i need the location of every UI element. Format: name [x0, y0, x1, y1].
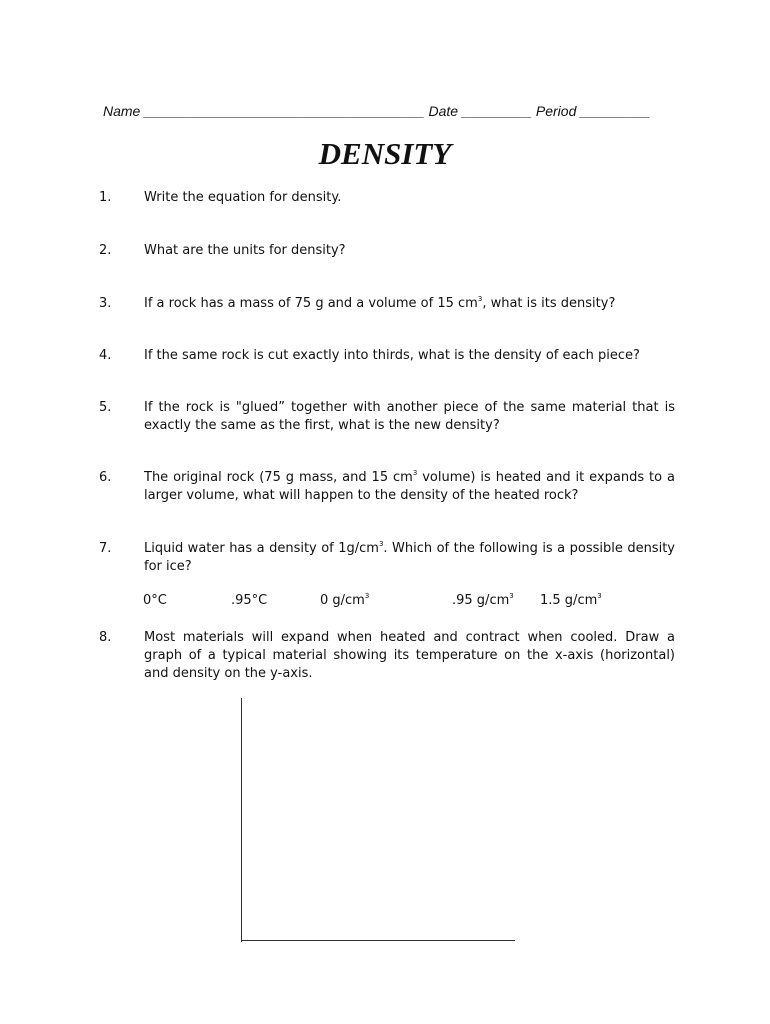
question-text: Most materials will expand when heated and contract when cooled. Draw a graph of a typical material showing its temperature on the x-axis (horizontal) and density on the y-axis.	[144, 630, 675, 681]
question-text: If a rock has a mass of 75 g and a volume of 15 $cm^3$, what is its density?	[144, 295, 616, 311]
answer-option[interactable]: .95°C	[231, 593, 268, 608]
question-number: 7.	[99, 541, 112, 556]
question-6	[99, 469, 675, 505]
period-field[interactable]: _________	[580, 103, 651, 119]
date-label: Date	[428, 103, 459, 119]
question-number: 5.	[99, 400, 112, 415]
answer-option[interactable]: 0°C	[143, 593, 167, 608]
question-number: 2.	[99, 243, 112, 258]
page-title: DENSITY	[318, 136, 452, 171]
question-text: Liquid water has a density of $1g/cm^3$. Which of the following is a possible density for ice?	[144, 540, 675, 574]
question-number: 8.	[99, 630, 112, 645]
question-5	[99, 399, 675, 435]
name-label: Name	[103, 103, 141, 119]
question-number: 4.	[99, 348, 112, 363]
header-line	[103, 103, 673, 119]
question-7	[99, 540, 675, 576]
answer-option[interactable]: .95 $g/cm^3$	[452, 592, 514, 608]
question-number: 1.	[99, 190, 112, 205]
name-field[interactable]: ____________________________________	[144, 103, 425, 119]
answer-option[interactable]: 1.5 $g/cm^3$	[540, 592, 602, 608]
question-4	[99, 347, 675, 365]
question-text: Write the equation for density.	[144, 190, 342, 205]
question-text: The original rock (75 g mass, and 15 $cm^3$ volume) is heated and it expands to a larger volume, what will happen to the density of the heated rock?	[144, 469, 675, 503]
question-3	[99, 295, 675, 313]
question-text: If the same rock is cut exactly into thirds, what is the density of each piece?	[144, 348, 640, 363]
graph-x-axis	[241, 940, 515, 941]
question-2	[99, 242, 675, 260]
question-number: 6.	[99, 470, 112, 485]
answer-option[interactable]: 0 $g/cm^3$	[320, 592, 370, 608]
date-field[interactable]: _________	[461, 103, 532, 119]
question-text: If the rock is "glued” together with another piece of the same material that is exactly the same as the first, what is the new density?	[144, 400, 675, 433]
question-number: 3.	[99, 296, 112, 311]
period-label: Period	[535, 103, 577, 119]
question-text: What are the units for density?	[144, 243, 346, 258]
question-1	[99, 189, 675, 207]
question-8	[99, 629, 675, 683]
graph-y-axis	[241, 698, 242, 942]
